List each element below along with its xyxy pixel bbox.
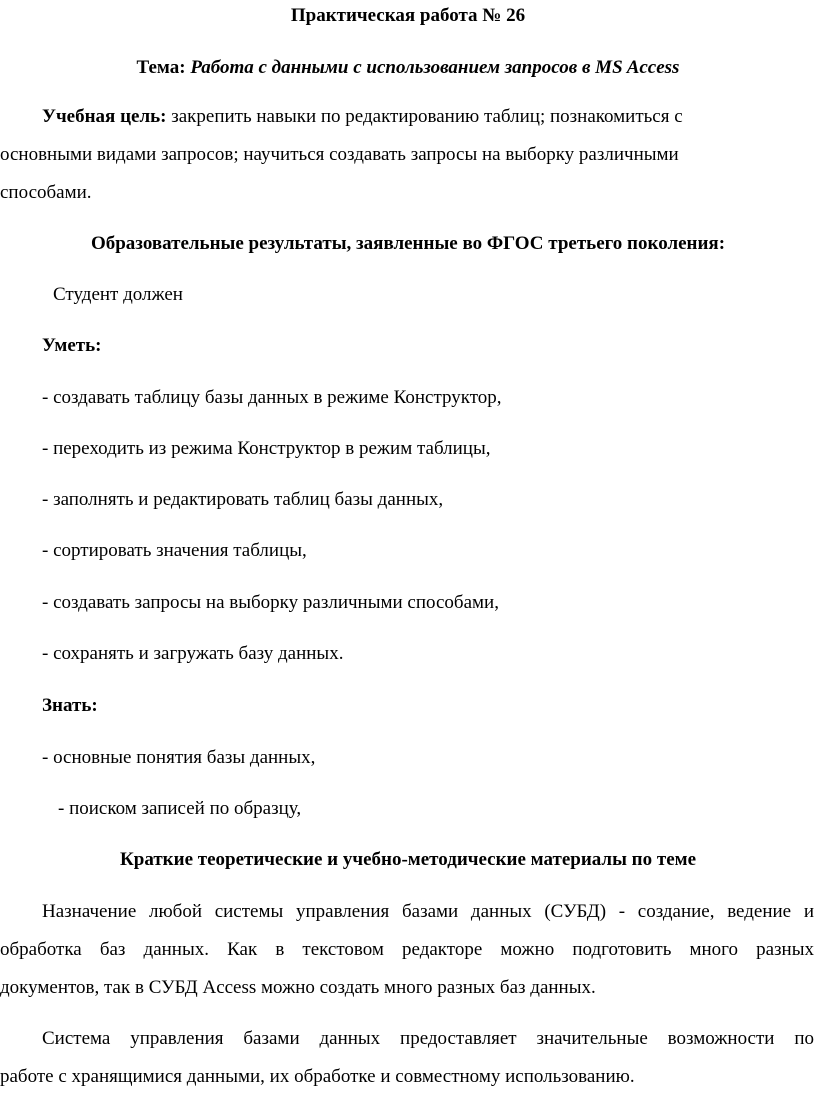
knowledge-heading: Знать:: [42, 695, 98, 716]
page-title: Практическая работа № 26: [290, 5, 526, 26]
skills-heading: Уметь:: [42, 335, 102, 356]
goal-label: Учебная цель:: [42, 106, 167, 127]
goal-line-2: основными видами запросов; научиться создавать запросы на выборку различными: [0, 144, 679, 165]
theory-heading: Краткие теоретические и учебно-методические материалы по теме: [119, 849, 697, 870]
topic-text: Работа с данными с использованием запросов в MS Access: [190, 57, 680, 78]
list-item: - поиском записей по образцу,: [58, 798, 302, 819]
goal-line-1: [42, 105, 816, 130]
list-item: - создавать таблицу базы данных в режиме Конструктор,: [42, 387, 502, 408]
theory-p2-line-2: работе с хранящимися данными, их обработке и совместному использованию.: [0, 1066, 635, 1087]
list-item: - сохранять и загружать базу данных.: [42, 643, 344, 664]
theory-p1-line-3: документов, так в СУБД Access можно создать много разных баз данных.: [0, 977, 596, 998]
list-item: - основные понятия базы данных,: [42, 747, 316, 768]
theory-p1-line-2: обработка баз данных. Как в текстовом редакторе можно подготовить много разных: [0, 939, 814, 960]
goal-line-3: способами.: [0, 182, 92, 203]
list-item: - переходить из режима Конструктор в режим таблицы,: [42, 438, 491, 459]
list-item: - заполнять и редактировать таблиц базы данных,: [42, 489, 444, 510]
topic-line: [0, 56, 816, 81]
goal-text-1: закрепить навыки по редактированию таблиц; познакомиться с: [171, 106, 683, 127]
theory-p1-line-1: Назначение любой системы управления базами данных (СУБД) - создание, ведение и: [42, 901, 814, 922]
results-heading: Образовательные результаты, заявленные во ФГОС третьего поколения:: [90, 233, 726, 254]
student-line: Студент должен: [53, 284, 183, 305]
theory-p2-line-1: Система управления базами данных предоставляет значительные возможности по: [42, 1028, 814, 1049]
list-item: - сортировать значения таблицы,: [42, 540, 307, 561]
topic-label: Тема:: [136, 57, 186, 78]
list-item: - создавать запросы на выборку различными способами,: [42, 592, 499, 613]
